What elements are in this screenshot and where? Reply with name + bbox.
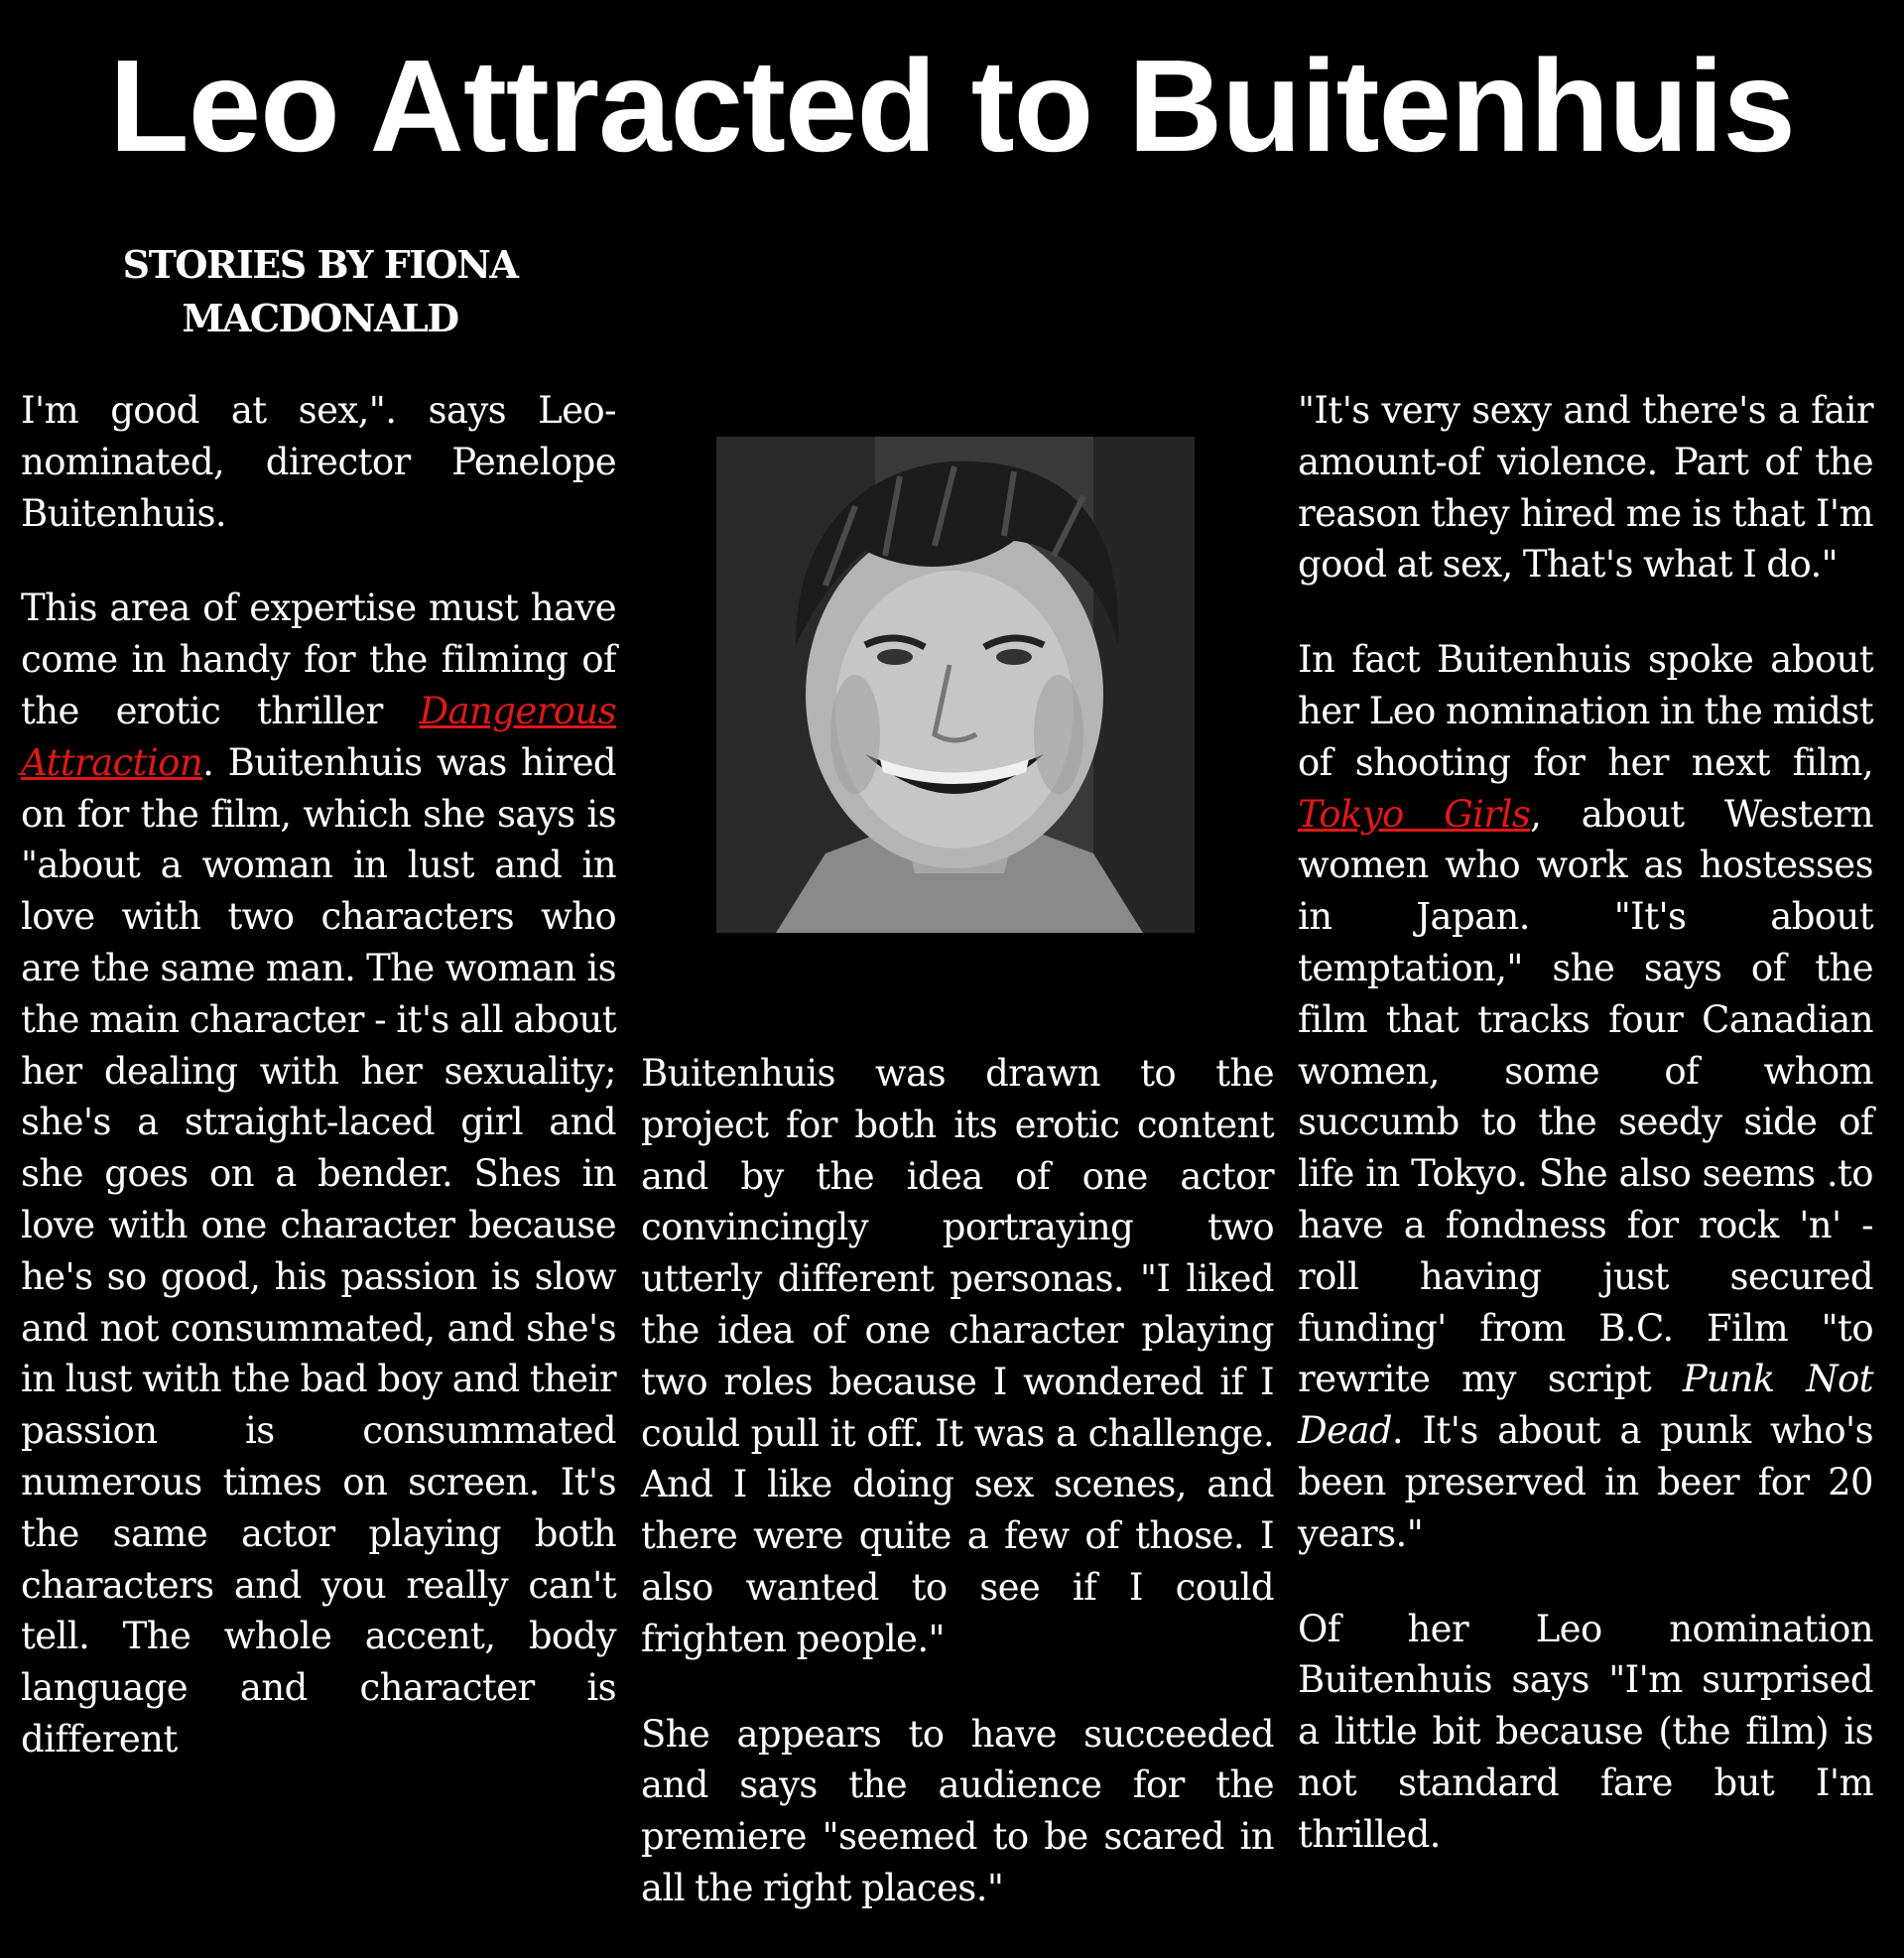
right-paragraph-2-rest: . It's about a punk who's been preserved in beer for 20 years." — [1298, 1409, 1873, 1555]
portrait-photo — [716, 437, 1195, 933]
middle-column — [641, 1048, 1274, 1958]
tokyo-girls-link[interactable]: Tokyo Girls — [1298, 792, 1531, 836]
right-paragraph-3: Of her Leo nomination Buitenhuis says "I'm surprised a little bit because (the film) is not standard fare but I'm thrilled. — [1298, 1607, 1873, 1856]
dangerous-attraction-link[interactable]: Dangerous Attraction — [21, 689, 616, 784]
right-paragraph-2-text: In fact Buitenhuis spoke about her Leo nomination in the midst of shooting for her next film, — [1298, 638, 1873, 784]
portrait-illustration — [716, 437, 1195, 933]
middle-paragraph-1: Buitenhuis was drawn to the project for both its erotic content and by the idea of one actor convincingly portraying two utterly different personas. "I liked the idea of one character playing two roles because I wondered if I could pull it off. It was a challenge. And I like doing sex scenes, and there were quite a few of those. I also wanted to see if I could frighten people." — [641, 1052, 1274, 1660]
headline: Leo Attracted to Buitenhuis — [109, 33, 1795, 179]
middle-paragraph-2: She appears to have succeeded and says the audience for the premiere "seemed to be scared in all the right places." — [641, 1712, 1274, 1909]
left-paragraph-2-rest: . Buitenhuis was hired on for the film, which she says is "about a woman in lust and in love with two characters who are the same man. The woman is the main character - it's all about her dealing with her sexuality; she's a straight-laced girl and she goes on a bender. Shes in love with one character because he's so good, his passion is slow and not consummated, and she's in lust with the bad boy and their passion is consummated numerous times on screen. It's the same actor playing both characters and you really can't tell. The whole accent, body language and character is different — [21, 740, 616, 1761]
right-column — [1298, 385, 1873, 1904]
right-paragraph-2 — [1298, 634, 1873, 1559]
right-paragraph-2-middle: , about Western women who work as hostesses in Japan. "It's about temptation," she says of the film that tracks four Canadian women, some of whom succumb to the seedy side of life in Tokyo. She also seems .to have a fondness for rock 'n' - roll having just secured funding' from B.C. Film "to rewrite my script — [1298, 792, 1873, 1401]
left-paragraph-2-text: This area of expertise must have come in handy for the filming of the erotic thriller — [21, 587, 616, 732]
left-paragraph-1: I'm good at sex,". says Leo-nominated, director Penelope Buitenhuis. — [21, 389, 616, 535]
right-paragraph-1: "It's very sexy and there's a fair amount-of violence. Part of the reason they hired me is that I'm good at sex, That's what I do." — [1298, 389, 1873, 587]
byline: STORIES BY FIONA MACDONALD — [122, 242, 518, 340]
punk-not-dead-title: Punk Not Dead — [1298, 1358, 1873, 1453]
left-column — [21, 385, 616, 1809]
left-paragraph-2 — [21, 583, 616, 1764]
